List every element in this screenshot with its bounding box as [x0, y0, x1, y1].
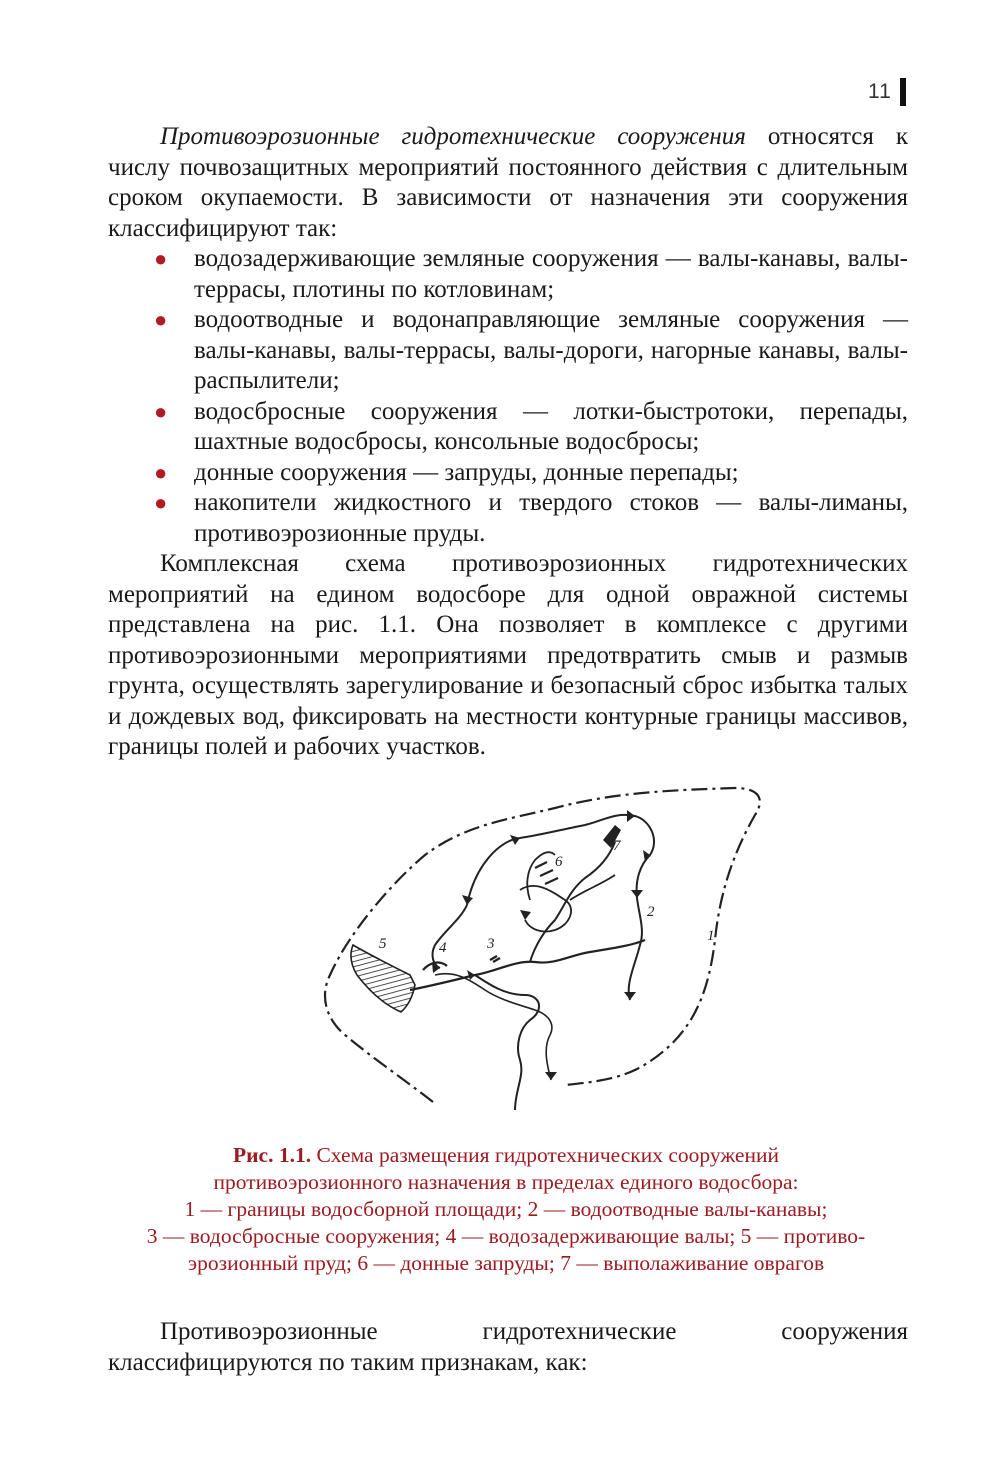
gully-branch-upper — [530, 842, 615, 962]
gully-branch-right — [570, 875, 615, 900]
figure-label-5: 5 — [379, 936, 387, 952]
intro-text: относятся к числу почвозащитных мероприятий постоянного действия с длительным сроком окупаемости. В зависимости от назначения эти сооружения классифицируют так: — [108, 123, 908, 242]
list-item — [108, 244, 908, 305]
caption-line-5: эрозионный пруд; 6 — донные запруды; 7 — выполаживание оврагов — [187, 1251, 825, 1275]
closing-text — [108, 1316, 908, 1378]
bullet-icon: ● — [154, 398, 168, 424]
figure-label-6: 6 — [555, 854, 563, 870]
closing-paragraph: Противоэрозионные гидротехнические сооружения классифицируются по таким признакам, как: — [108, 1318, 908, 1376]
classification-list — [108, 244, 908, 549]
figure-caption — [100, 1142, 912, 1277]
list-item-text: водоотводные и водонаправляющие земляные сооружения — валы-канавы, валы-террасы, валы-дороги, нагорные канавы, валы-распылители; — [194, 306, 908, 394]
page-number: 11 — [868, 80, 892, 103]
page-number-bar — [900, 78, 906, 106]
caption-line-1: Схема размещения гидротехнических сооружений — [311, 1143, 779, 1167]
bullet-icon: ● — [154, 459, 168, 485]
diversion-bank-outline — [467, 815, 654, 1000]
list-item — [108, 488, 908, 549]
watershed-scheme-figure — [315, 780, 765, 1115]
gully-branch-lower — [475, 975, 539, 1110]
bullet-icon: ● — [154, 490, 168, 515]
intro-term: Противоэрозионные гидротехнические сооружения — [160, 123, 746, 150]
caption-line-4: 3 — водосбросные сооружения; 4 — водозадерживающие валы; 5 — противо- — [146, 1224, 866, 1248]
figure-label-2: 2 — [647, 904, 655, 920]
list-item-text: накопители жидкостного и твердого стоков — валы-лиманы, противоэрозионные пруды. — [194, 489, 908, 547]
catchment-boundary — [325, 788, 760, 1102]
caption-line — [100, 1142, 912, 1169]
caption-line-2: противоэрозионного назначения в пределах единого водосбора: — [213, 1170, 799, 1194]
figure-label-7: 7 — [613, 838, 621, 854]
caption-line-3: 1 — границы водосборной площади; 2 — водоотводные валы-канавы; — [184, 1197, 828, 1221]
intro-paragraph — [108, 122, 908, 244]
bullet-icon: ● — [154, 246, 168, 271]
list-item-text: донные сооружения — запруды, донные перепады; — [194, 458, 739, 486]
list-item — [108, 458, 908, 489]
main-text — [108, 122, 908, 763]
erosion-pond — [351, 945, 415, 1012]
valley-bank — [435, 974, 552, 1080]
list-item-text: водосбросные сооружения — лотки-быстротоки, перепады, шахтные водосбросы, консольные водосбросы; — [194, 397, 908, 455]
figure-label-4: 4 — [439, 940, 447, 956]
list-item — [108, 397, 908, 458]
scheme-paragraph: Комплексная схема противоэрозионных гидротехнических мероприятий на едином водосборе для одной овражной системы представлена на рис. 1.1. Она позволяет в комплексе с другими противоэрозионными мероприятиями предотвратить смыв и размыв грунта, осуществлять зарегулирование и безопасный сброс избытка талых и дождевых вод, фиксировать на местности контурные границы массивов, границы полей и рабочих участков. — [108, 550, 908, 760]
diversion-bank-left — [433, 905, 467, 968]
figure-label-3: 3 — [487, 936, 495, 952]
spillway-structure — [490, 956, 500, 962]
bullet-icon: ● — [154, 307, 168, 332]
list-item — [108, 305, 908, 397]
figure-label-1: 1 — [707, 928, 715, 944]
caption-lead: Рис. 1.1. — [233, 1143, 312, 1167]
list-item-text: водозадерживающие земляные сооружения — валы-канавы, валы-террасы, плотины по котловинам; — [194, 245, 908, 303]
